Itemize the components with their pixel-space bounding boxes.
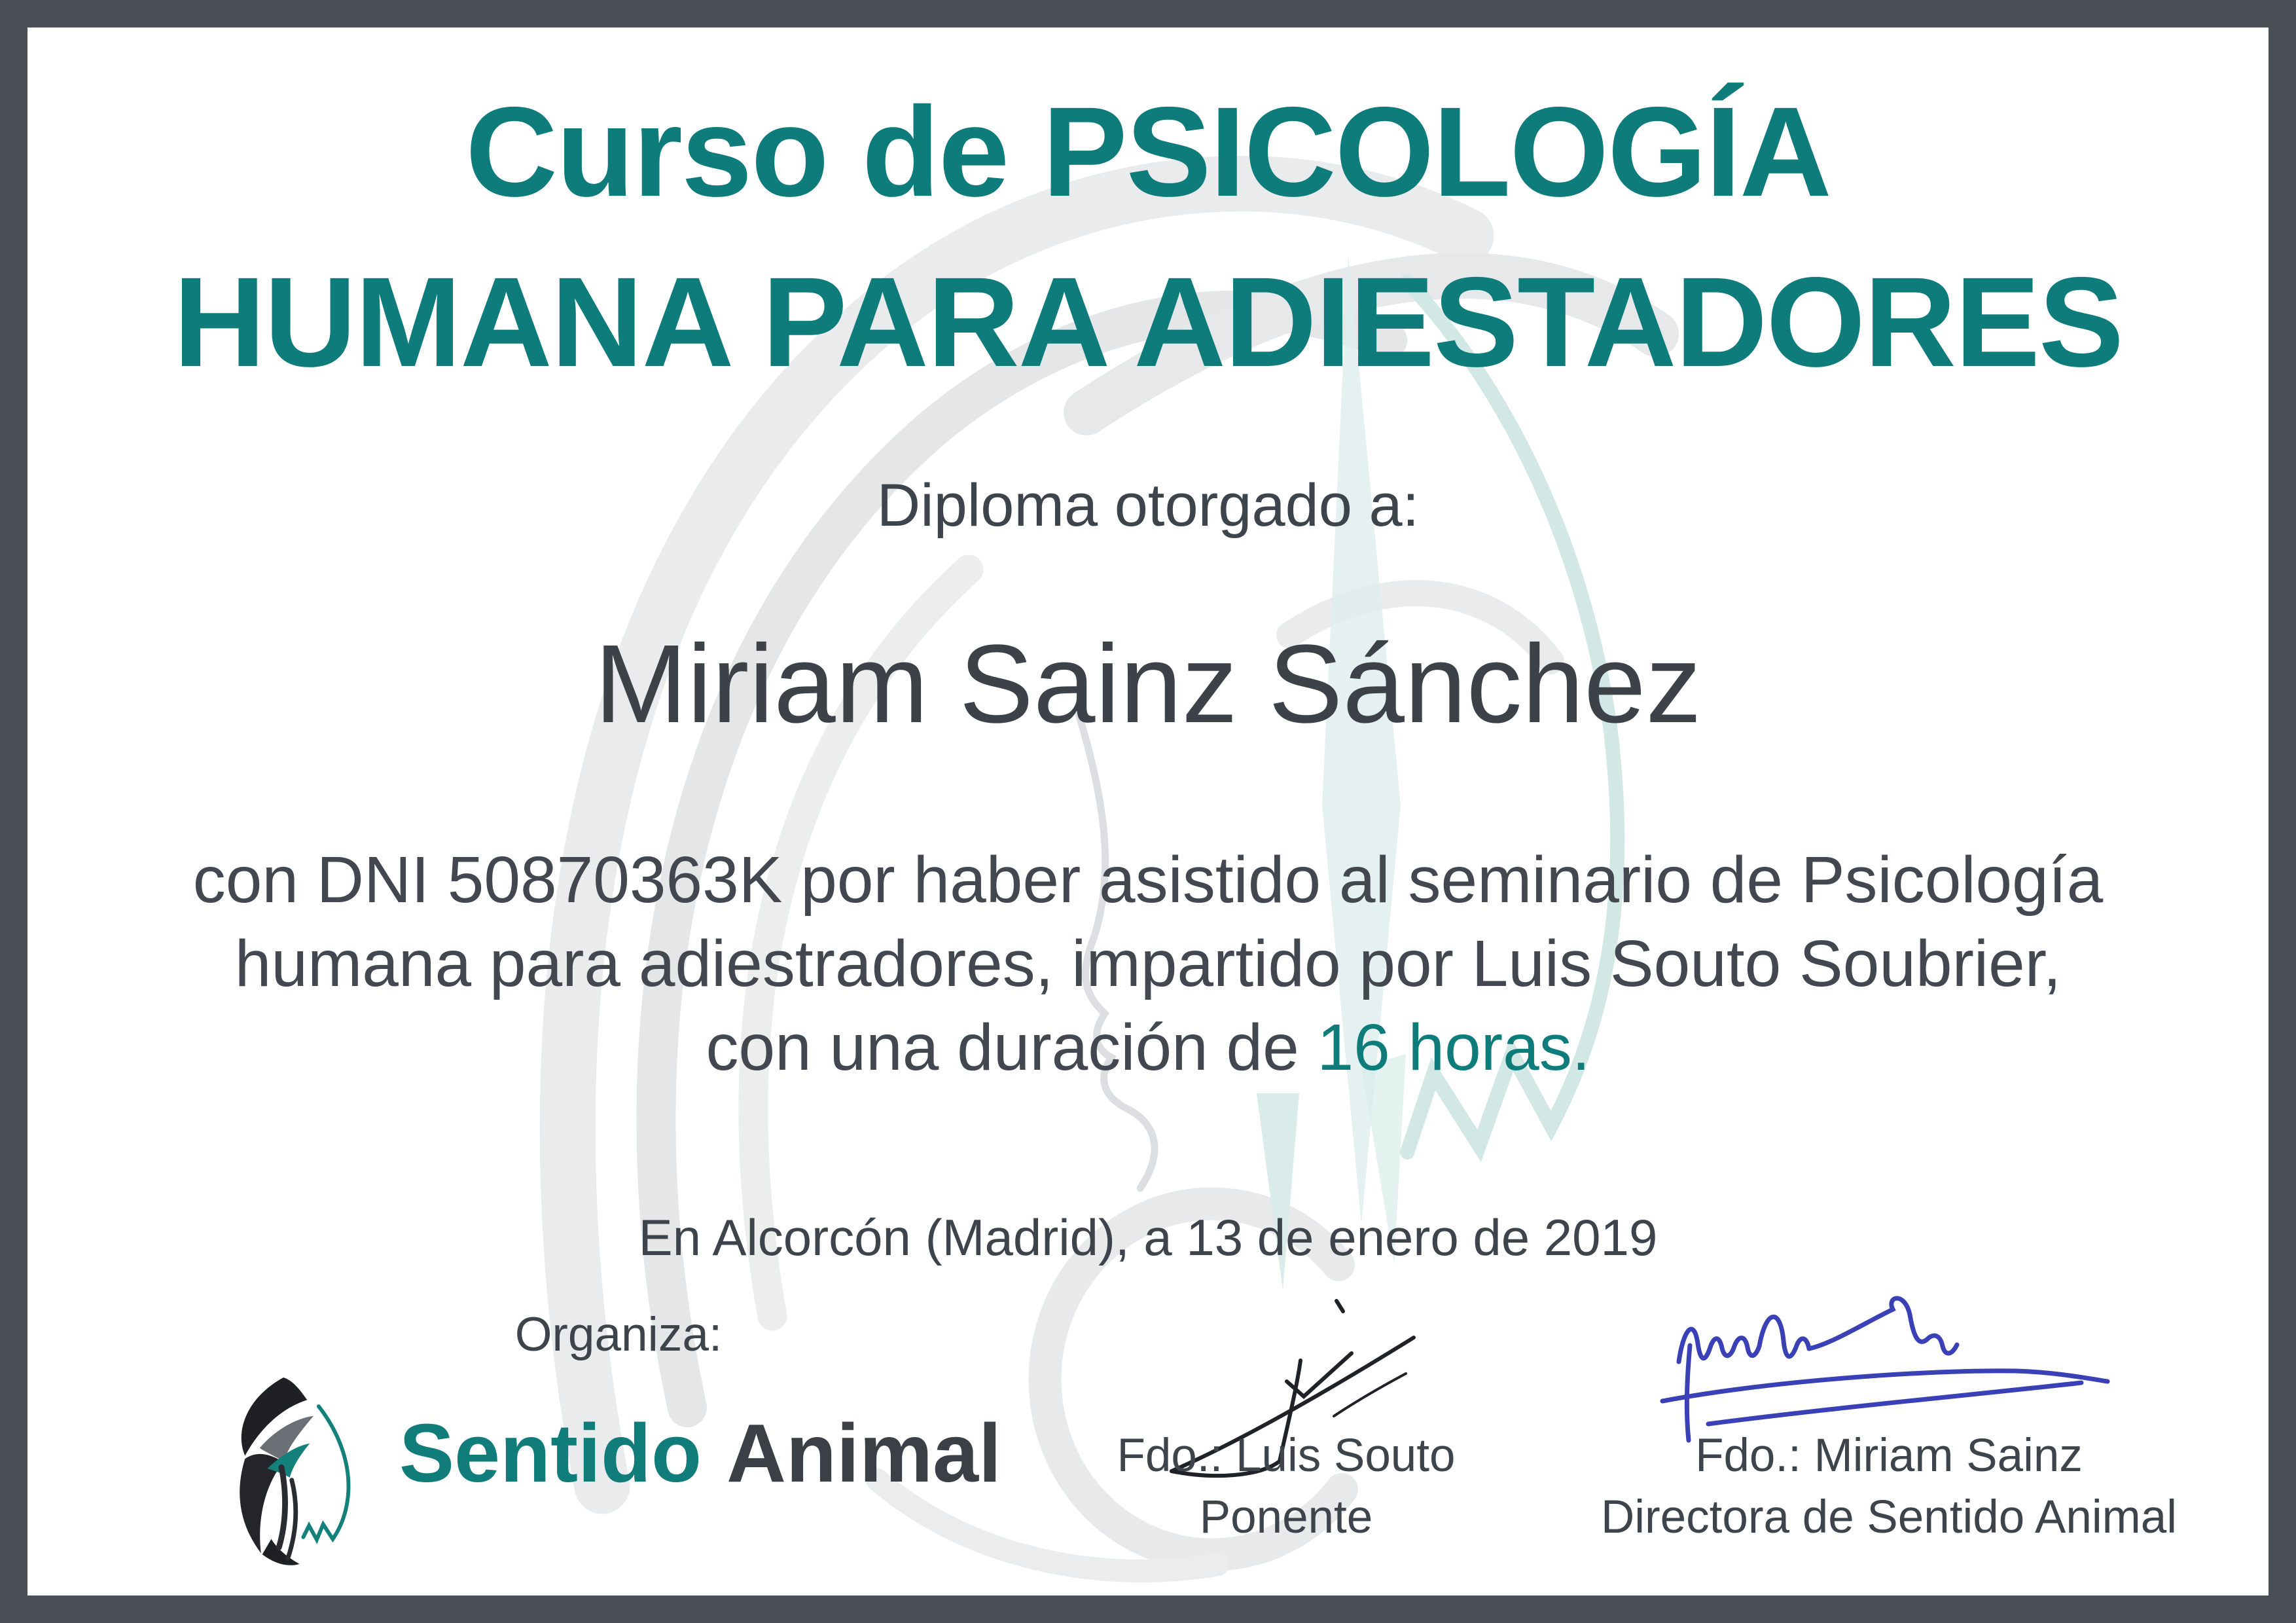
- organizer-label: Organiza:: [514, 1308, 723, 1361]
- signer-role-ponente: Ponente: [1199, 1491, 1373, 1543]
- signature-block-directora: [1594, 1425, 2183, 1548]
- award-subtitle: Diploma otorgado a:: [876, 472, 1420, 539]
- course-title-line1: Curso de PSICOLOGÍA: [465, 81, 1831, 223]
- signer-name-luis-souto: Fdo.: Luis Souto: [1117, 1430, 1456, 1482]
- sentido-animal-logo-icon: [223, 1368, 376, 1573]
- body-paragraph: [27, 838, 2269, 1089]
- signature-block-ponente: [1057, 1425, 1515, 1548]
- duration-highlight: 16 horas.: [1317, 1011, 1590, 1084]
- brand-word-animal: Animal: [726, 1407, 1002, 1499]
- body-line-1: con DNI 50870363K por haber asistido al seminario de Psicología: [192, 843, 2104, 917]
- brand-word-sentido: Sentido: [399, 1407, 702, 1499]
- certificate-canvas: [27, 27, 2269, 1596]
- brand-wordmark: [399, 1406, 1001, 1501]
- course-title-line2: HUMANA PARA ADIESTADORES: [173, 251, 2123, 393]
- body-line-2: humana para adiestradores, impartido por Luis Souto Soubrier,: [234, 927, 2062, 1000]
- place-and-date: En Alcorcón (Madrid), a 13 de enero de 2019: [638, 1209, 1658, 1266]
- body-line-3: [27, 1006, 2269, 1089]
- signer-role-directora: Directora de Sentido Animal: [1600, 1491, 2178, 1543]
- signer-name-miriam-sainz: Fdo.: Miriam Sainz: [1695, 1430, 2083, 1482]
- recipient-name: Miriam Sainz Sánchez: [594, 622, 1702, 746]
- body-line-3-prefix: con una duración de: [706, 1011, 1318, 1084]
